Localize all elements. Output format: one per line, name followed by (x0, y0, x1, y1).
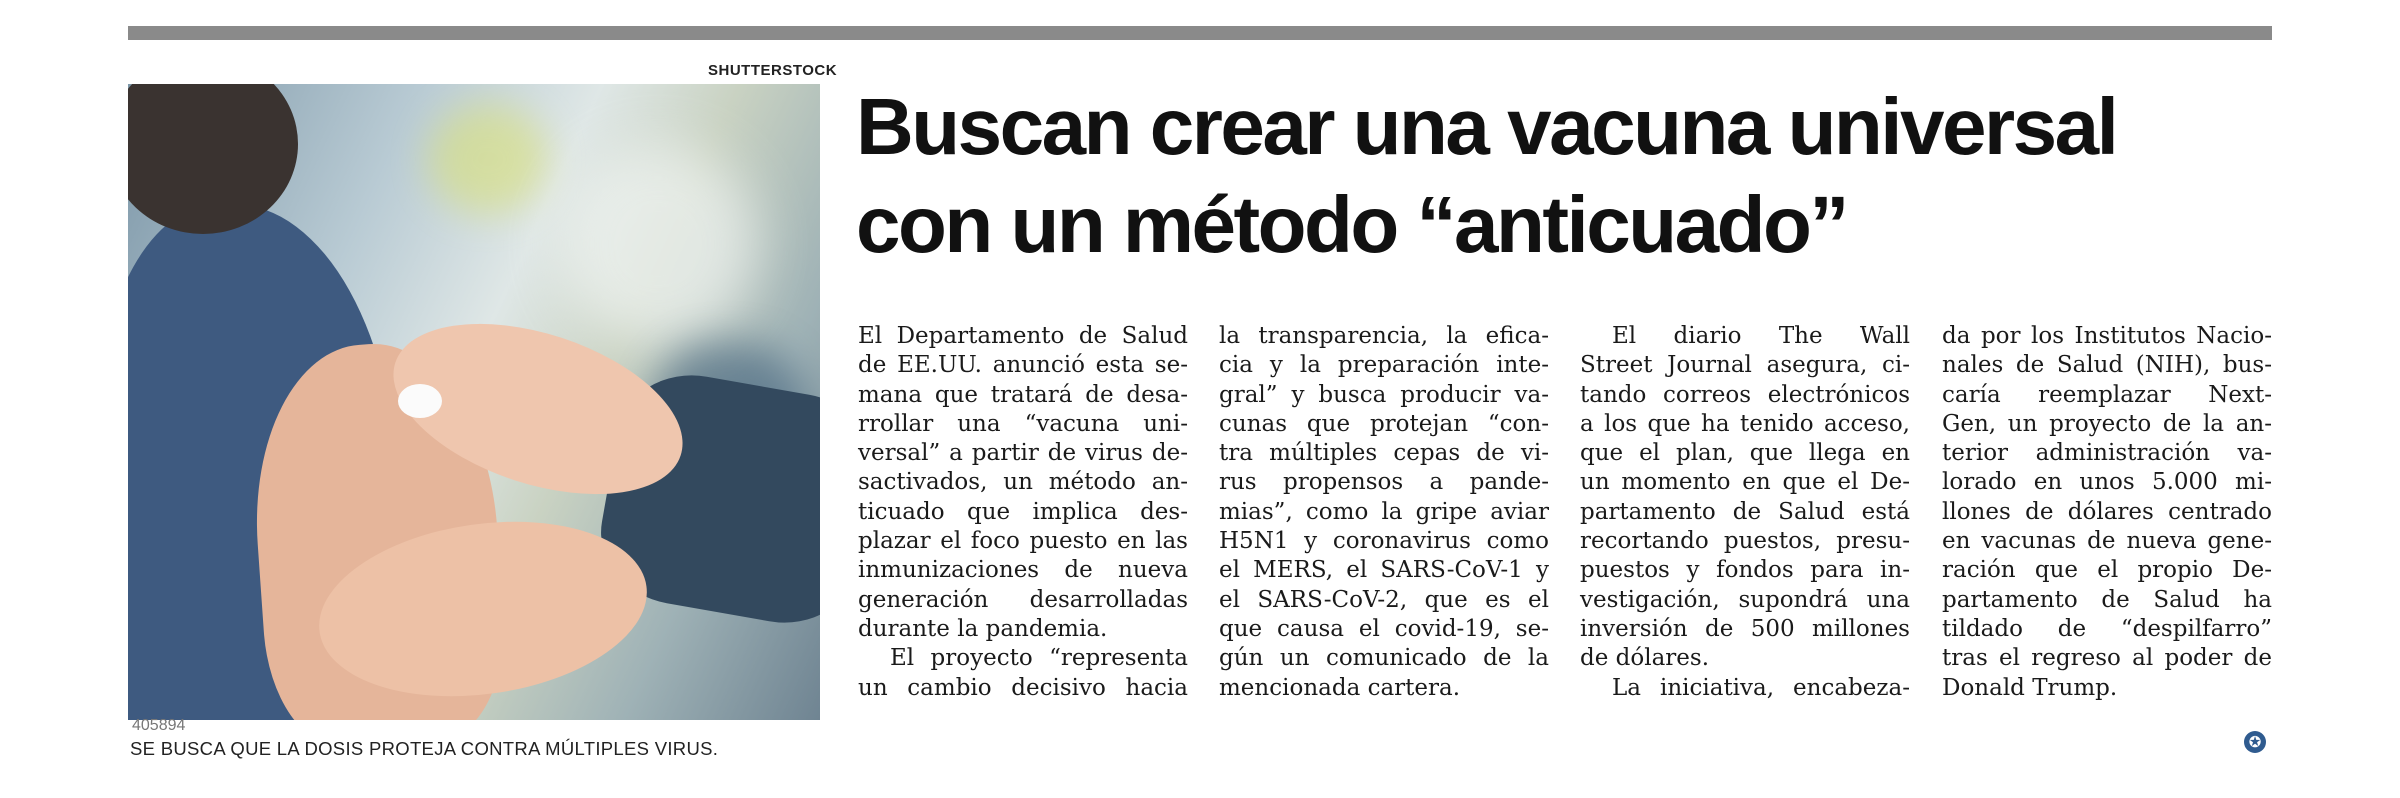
column-line: versal” a partir de virus de- (858, 440, 1188, 467)
column-line: cunas que protejan “con- (1219, 410, 1549, 437)
column-line: un momento en que el De- (1580, 469, 1910, 496)
column-line: Street Journal asegura, ci- (1580, 352, 1910, 379)
column-line: que el plan, que llega en (1580, 440, 1910, 467)
column-line: el MERS, el SARS-CoV-1 y (1219, 557, 1549, 584)
column-line: mias”, como la gripe aviar (1219, 498, 1549, 525)
column-line: de dólares. (1580, 645, 1710, 672)
column-line: mencionada cartera. (1219, 674, 1461, 701)
column-line: El diario The Wall (1612, 323, 1910, 349)
column-line: El proyecto “representa (890, 645, 1188, 672)
column-line: tildado de “despilfarro” (1942, 615, 2272, 642)
column-line: sactivados, un método an- (858, 469, 1188, 496)
column-line: Gen, un proyecto de la an- (1942, 410, 2272, 437)
article-column-4 (1942, 322, 2272, 703)
column-line: llones de dólares centrado (1942, 498, 2272, 525)
photo-id: 405894 (132, 717, 186, 734)
column-line: inmunizaciones de nueva (858, 557, 1188, 584)
column-line: El Departamento de Salud (858, 323, 1188, 349)
column-line: rrollar una “vacuna uni- (858, 410, 1188, 437)
column-line: rus propensos a pande- (1219, 469, 1549, 496)
column-line: partamento de Salud ha (1942, 586, 2272, 613)
column-line: tra múltiples cepas de vi- (1219, 440, 1549, 467)
article-column-1 (858, 322, 1188, 703)
column-line: puestos y fondos para in- (1580, 557, 1910, 584)
column-line: partamento de Salud está (1580, 498, 1910, 525)
column-line: un cambio decisivo hacia (858, 674, 1188, 701)
column-line: lorado en unos 5.000 mi- (1942, 469, 2272, 496)
column-line: ración que el propio De- (1942, 557, 2272, 584)
article-column-3 (1580, 322, 1910, 703)
column-line: el SARS-CoV-2, que es el (1219, 586, 1549, 613)
photo-credit: SHUTTERSTOCK (708, 62, 838, 79)
column-line: plazar el foco puesto en las (858, 528, 1188, 555)
column-line: la transparencia, la efica- (1219, 323, 1549, 349)
column-line: tando correos electrónicos (1580, 381, 1910, 408)
column-line: mana que tratará de desa- (858, 381, 1188, 408)
vaccination-photo (128, 84, 820, 720)
column-line: gral” y busca producir va- (1219, 381, 1549, 408)
column-line: La iniciativa, encabeza- (1612, 674, 1910, 701)
column-line: Donald Trump. (1942, 674, 2118, 701)
photo-caption: SE BUSCA QUE LA DOSIS PROTEJA CONTRA MÚLTIPLES VIRUS. (130, 738, 719, 759)
column-line: de EE.UU. anunció esta se- (858, 352, 1188, 379)
headline-line-1: Buscan crear una vacuna universal (856, 82, 2117, 171)
column-line: gún un comunicado de la (1219, 645, 1549, 672)
column-line: en vacunas de nueva gene- (1942, 528, 2272, 555)
column-line: inversión de 500 millones (1580, 615, 1910, 642)
column-line: caría reemplazar Next- (1942, 381, 2272, 408)
headline-line-2: con un método “anticuado” (856, 180, 1847, 269)
end-of-article-icon: ✪ (2244, 731, 2266, 753)
article-column-2 (1219, 322, 1549, 703)
column-line: generación desarrolladas (858, 586, 1188, 613)
column-line: ticuado que implica des- (858, 498, 1188, 525)
column-line: H5N1 y coronavirus como (1219, 528, 1549, 555)
column-line: vestigación, supondrá una (1580, 586, 1910, 613)
column-line: cia y la preparación inte- (1219, 352, 1549, 379)
headline (856, 78, 2116, 274)
column-line: da por los Institutos Nacio- (1942, 323, 2272, 349)
column-line: durante la pandemia. (858, 615, 1108, 642)
column-line: terior administración va- (1942, 440, 2272, 467)
column-line: tras el regreso al poder de (1942, 645, 2272, 672)
column-line: que causa el covid-19, se- (1219, 615, 1549, 642)
column-line: recortando puestos, presu- (1580, 528, 1910, 555)
column-line: nales de Salud (NIH), bus- (1942, 352, 2272, 379)
top-rule (128, 26, 2272, 40)
column-line: a los que ha tenido acceso, (1580, 410, 1910, 437)
